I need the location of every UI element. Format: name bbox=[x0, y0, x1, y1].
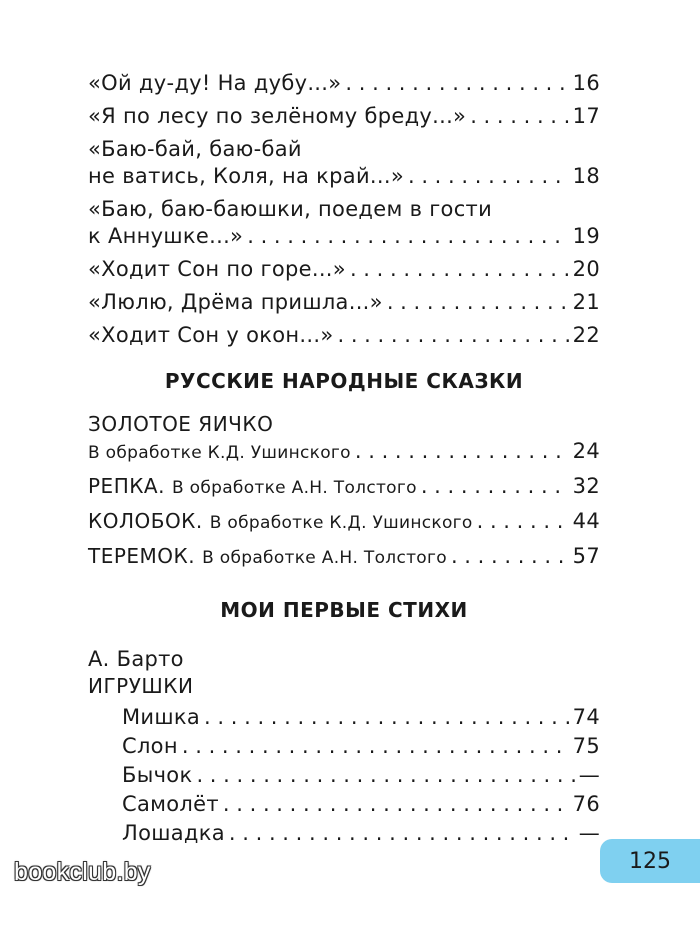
toc-entry-title: РЕПКА. bbox=[88, 474, 165, 498]
toc-entry bbox=[88, 704, 600, 731]
toc-entry-page: 74 bbox=[572, 705, 600, 729]
toc-entry bbox=[88, 163, 600, 190]
toc-entry bbox=[88, 543, 600, 572]
toc-entry-title: «Ходит Сон у окон...» bbox=[88, 323, 334, 347]
toc-entry-page: 16 bbox=[572, 71, 600, 95]
toc-entry-page: 76 bbox=[572, 792, 600, 816]
toc-entry-title: не ватись, Коля, на край...» bbox=[88, 164, 404, 188]
toc-entry-title-line1: ЗОЛОТОЕ ЯИЧКО bbox=[88, 412, 274, 436]
dot-leader bbox=[387, 289, 569, 316]
toc-entry-title: «Я по лесу по зелёному бреду...» bbox=[88, 104, 467, 128]
dot-leader bbox=[345, 70, 568, 97]
toc-entry-page: 32 bbox=[572, 474, 600, 498]
toc-entry-page: 19 bbox=[572, 224, 600, 248]
toc-entry-title: Мишка bbox=[122, 705, 201, 729]
toc-entry-title-line1: «Баю-бай, баю-бай bbox=[88, 137, 302, 161]
toc-entry-title: Лошадка bbox=[122, 821, 225, 845]
toc-entry-subtitle: В обработке А.Н. Толстого bbox=[202, 548, 447, 568]
toc-entry-title: Слон bbox=[122, 734, 178, 758]
dot-leader bbox=[451, 543, 569, 570]
toc-entry-page: 18 bbox=[572, 164, 600, 188]
dot-leader bbox=[196, 762, 574, 789]
dot-leader bbox=[477, 508, 569, 535]
table-of-contents bbox=[88, 70, 600, 849]
section-heading-fairy-tales: РУССКИЕ НАРОДНЫЕ СКАЗКИ bbox=[164, 369, 524, 393]
poem-cycle-title: ИГРУШКИ bbox=[88, 674, 194, 698]
toc-entry-title-line1: «Баю, баю-баюшки, поедем в гости bbox=[88, 197, 493, 221]
dot-leader bbox=[223, 791, 569, 818]
toc-entry-page: 57 bbox=[572, 544, 600, 568]
section-heading-poems: МОИ ПЕРВЫЕ СТИХИ bbox=[220, 598, 468, 622]
toc-entry-page: 75 bbox=[572, 734, 600, 758]
toc-entry bbox=[88, 438, 600, 467]
toc-entry-title: «Ой ду-ду! На дубу...» bbox=[88, 71, 342, 95]
toc-entry bbox=[88, 473, 600, 502]
toc-entry bbox=[88, 223, 600, 250]
dot-leader bbox=[247, 223, 568, 250]
toc-entry-title: «Люлю, Дрёма пришла...» bbox=[88, 290, 383, 314]
toc-entry-title: КОЛОБОК. bbox=[88, 509, 203, 533]
toc-entry bbox=[88, 820, 600, 847]
toc-entry-page: — bbox=[578, 821, 600, 845]
toc-entry-page: 44 bbox=[572, 509, 600, 533]
dot-leader bbox=[229, 820, 575, 847]
toc-entry-subtitle: В обработке А.Н. Толстого bbox=[171, 478, 417, 498]
dot-leader bbox=[408, 163, 569, 190]
toc-entry-page: 22 bbox=[572, 323, 600, 347]
toc-entry-title: Бычок bbox=[122, 763, 193, 787]
dot-leader bbox=[337, 322, 568, 349]
dot-leader bbox=[204, 704, 569, 731]
toc-entry bbox=[88, 762, 600, 789]
toc-entry-page: 20 bbox=[572, 257, 600, 281]
author-name: А. Барто bbox=[88, 647, 184, 671]
toc-entry-title: Самолёт bbox=[122, 792, 219, 816]
dot-leader bbox=[470, 103, 568, 130]
toc-entry-subtitle: В обработке К.Д. Ушинского bbox=[88, 443, 351, 463]
dot-leader bbox=[182, 733, 569, 760]
toc-entry bbox=[88, 733, 600, 760]
toc-entry-title: «Ходит Сон по горе...» bbox=[88, 257, 346, 281]
dot-leader bbox=[355, 438, 569, 465]
toc-entry bbox=[88, 791, 600, 818]
toc-entry bbox=[88, 322, 600, 349]
watermark: bookclub.by bbox=[14, 858, 151, 886]
toc-entry-page: — bbox=[578, 763, 600, 787]
toc-entry-title: ТЕРЕМОК. bbox=[88, 544, 196, 568]
toc-entry bbox=[88, 289, 600, 316]
toc-entry-page: 21 bbox=[572, 290, 600, 314]
toc-entry-subtitle: В обработке К.Д. Ушинского bbox=[209, 513, 473, 533]
page-number-badge: 125 bbox=[600, 839, 700, 883]
toc-entry bbox=[88, 103, 600, 130]
dot-leader bbox=[350, 256, 569, 283]
toc-entry-page: 17 bbox=[572, 104, 600, 128]
toc-entry bbox=[88, 70, 600, 97]
toc-entry-title: к Аннушке...» bbox=[88, 224, 244, 248]
toc-entry-page: 24 bbox=[572, 439, 600, 463]
dot-leader bbox=[421, 473, 569, 500]
toc-entry bbox=[88, 256, 600, 283]
toc-entry bbox=[88, 508, 600, 537]
